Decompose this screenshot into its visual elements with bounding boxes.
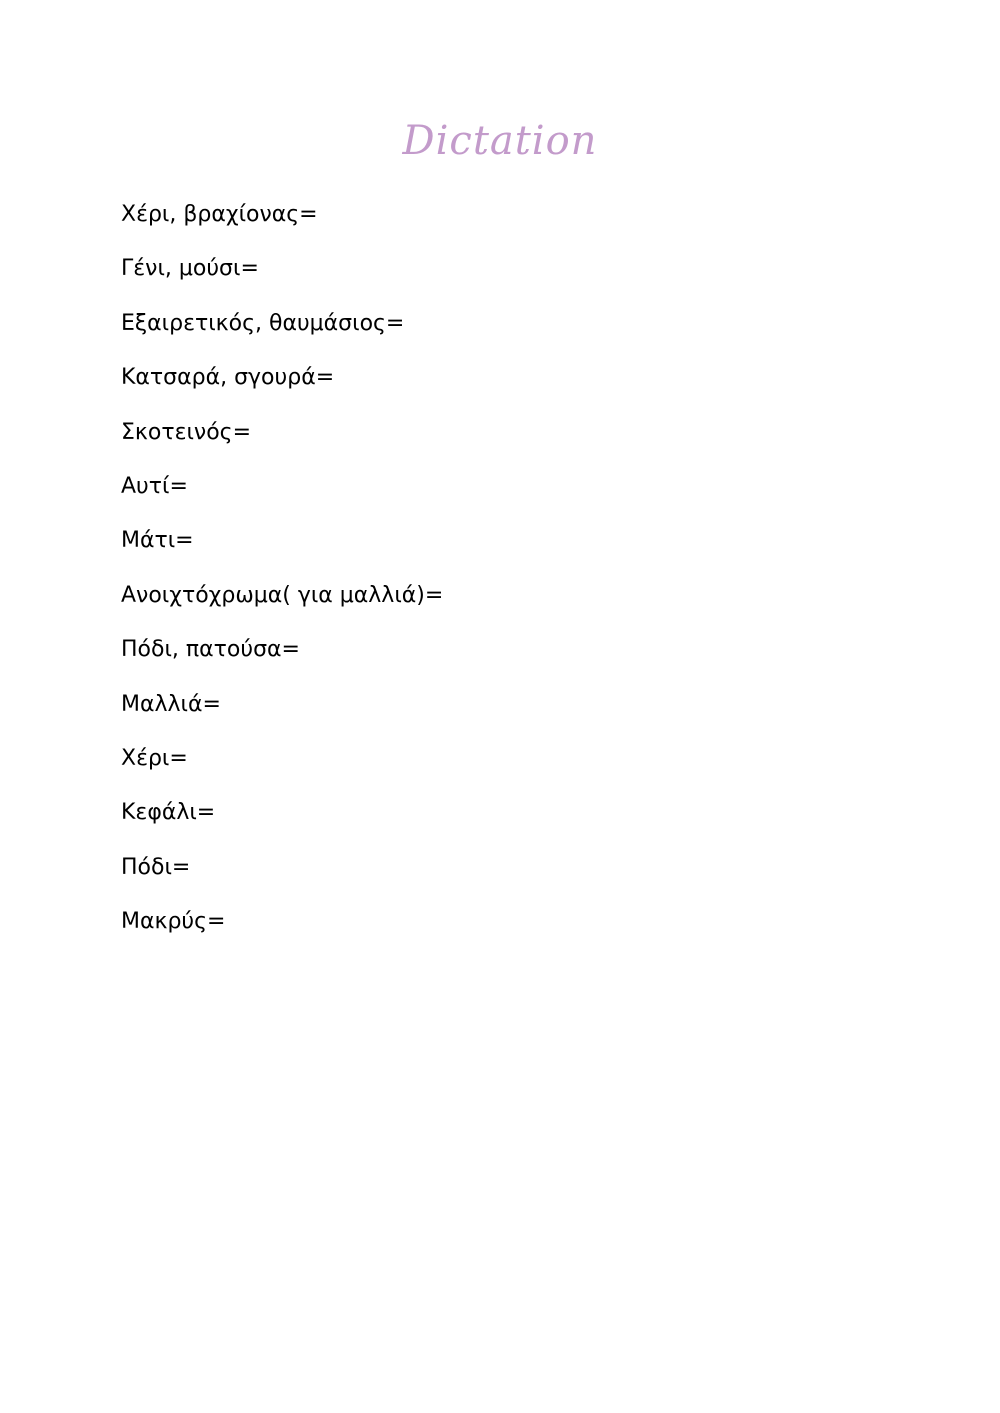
dictation-item: Μάτι= xyxy=(121,528,194,554)
dictation-item: Πόδι, πατούσα= xyxy=(121,637,300,663)
dictation-item: Μαλλιά= xyxy=(121,691,221,717)
dictation-item: Γένι, μούσι= xyxy=(121,256,259,282)
dictation-item: Εξαιρετικός, θαυμάσιος= xyxy=(121,310,405,336)
dictation-item: Ανοιχτόχρωμα( για μαλλιά)= xyxy=(121,582,444,608)
dictation-item: Χέρι= xyxy=(121,745,188,771)
dictation-list xyxy=(121,198,443,959)
dictation-item: Χέρι, βραχίονας= xyxy=(121,202,318,227)
dictation-item: Πόδι= xyxy=(121,854,191,880)
dictation-item: Σκοτεινός= xyxy=(121,419,252,445)
dictation-item: Κατσαρά, σγουρά= xyxy=(121,365,335,391)
dictation-item: Αυτί= xyxy=(121,473,188,499)
dictation-item: Μακρύς= xyxy=(121,909,226,935)
page-title: Dictation xyxy=(402,118,598,164)
dictation-item: Κεφάλι= xyxy=(121,800,216,826)
